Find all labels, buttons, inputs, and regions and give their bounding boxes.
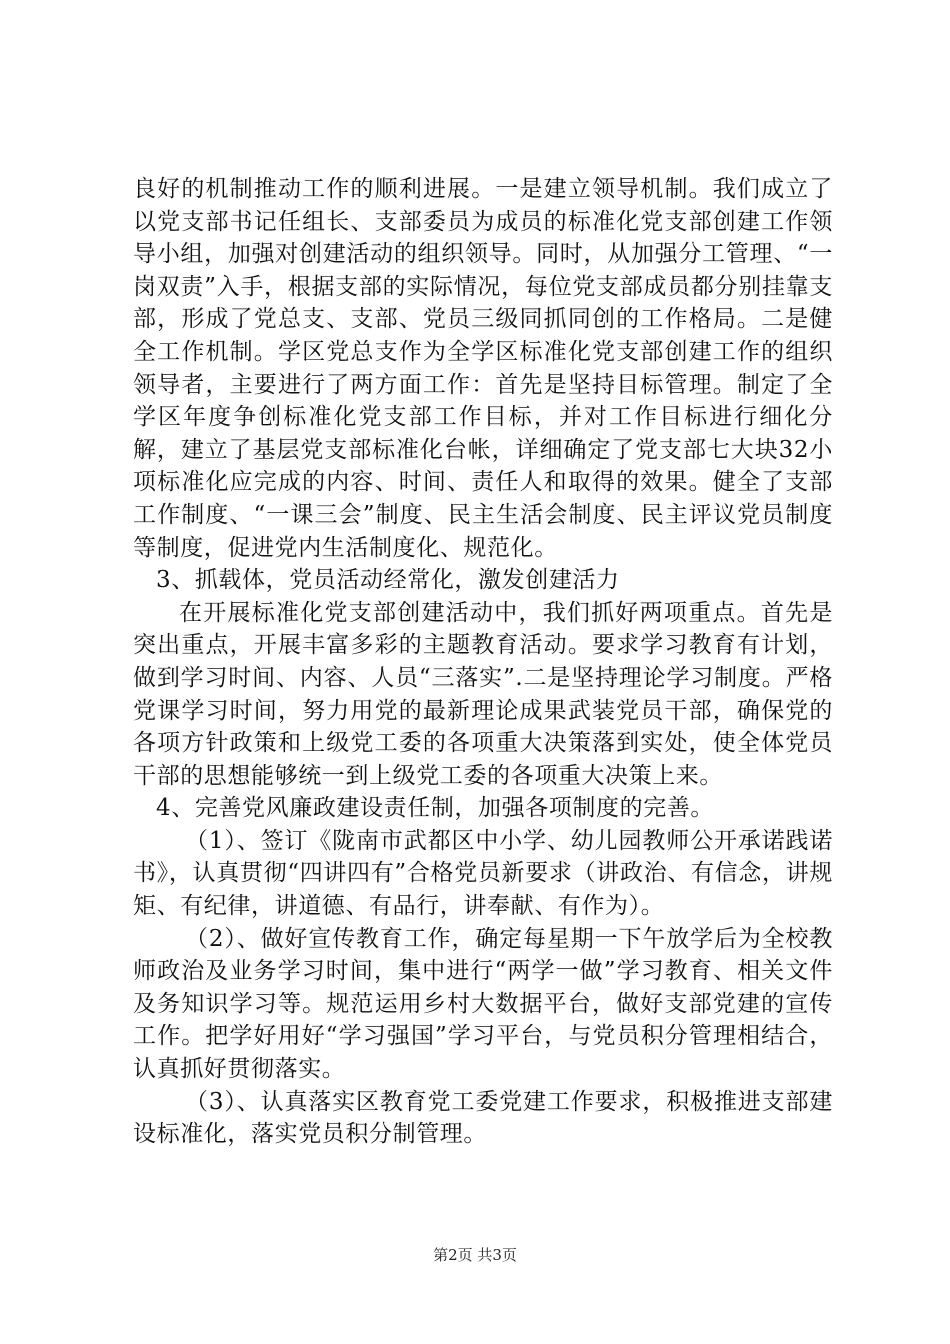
- paragraph-mechanism: 良好的机制推动工作的顺利进展。一是建立领导机制。我们成立了以党支部书记任组长、支部委员为成员的标准化党支部创建工作领导小组，加强对创建活动的组织领导。同时，从加强分工管理、“一岗双责”入手，根据支部的实际情况，每位党支部成员都分别挂靠支部，形成了党总支、支部、党员三级同抓同创的工作格局。二是健全工作机制。学区党总支作为全学区标准化党支部创建工作的组织领导者，主要进行了两方面工作：首先是坚持目标管理。制定了全学区年度争创标准化党支部工作目标，并对工作目标进行细化分解，建立了基层党支部标准化台帐，详细确定了党支部七大块32小项标准化应完成的内容、时间、责任人和取得的效果。健全了支部工作制度、“一课三会”制度、民主生活会制度、民主评议党员制度等制度，促进党内生活制度化、规范化。: [133, 176, 833, 561]
- heading-item-3: 3、抓载体，党员活动经常化，激发创建活力: [156, 567, 620, 594]
- paragraph-sub-item-2: （2）、做好宣传教育工作，确定每星期一下午放学后为全校教师政治及业务学习时间，集中进行“两学一做”学习教育、相关文件及务知识学习等。规范运用乡村大数据平台，做好支部党建的宣传工作。把学好用好“学习强国”学习平台，与党员积分管理相结合，认真抓好贯彻落实。: [133, 925, 833, 1083]
- paragraph-sub-item-3: （3）、认真落实区教育党工委党建工作要求，积极推进支部建设标准化，落实党员积分制管理。: [133, 1088, 833, 1148]
- paragraph-activities: 在开展标准化党支部创建活动中，我们抓好两项重点。首先是突出重点，开展丰富多彩的主题教育活动。要求学习教育有计划，做到学习时间、内容、人员“三落实”.二是坚持理论学习制度。严格党课学习时间，努力用党的最新理论成果武装党员干部，确保党的各项方针政策和上级党工委的各项重大决策落到实处，使全体党员干部的思想能够统一到上级党工委的各项重大决策上来。: [133, 599, 833, 789]
- heading-item-4: 4、完善党风廉政建设责任制，加强各项制度的完善。: [156, 795, 715, 822]
- page-footer: [0, 1245, 950, 1265]
- paragraph-sub-item-1: （1）、签订《陇南市武都区中小学、幼儿园教师公开承诺践诺书》，认真贯彻“四讲四有”合格党员新要求（讲政治、有信念，讲规矩、有纪律，讲道德、有品行，讲奉献、有作为）。: [133, 827, 833, 920]
- page-number-label: 第2页 共3页: [433, 1246, 517, 1264]
- document-body: [133, 173, 833, 1151]
